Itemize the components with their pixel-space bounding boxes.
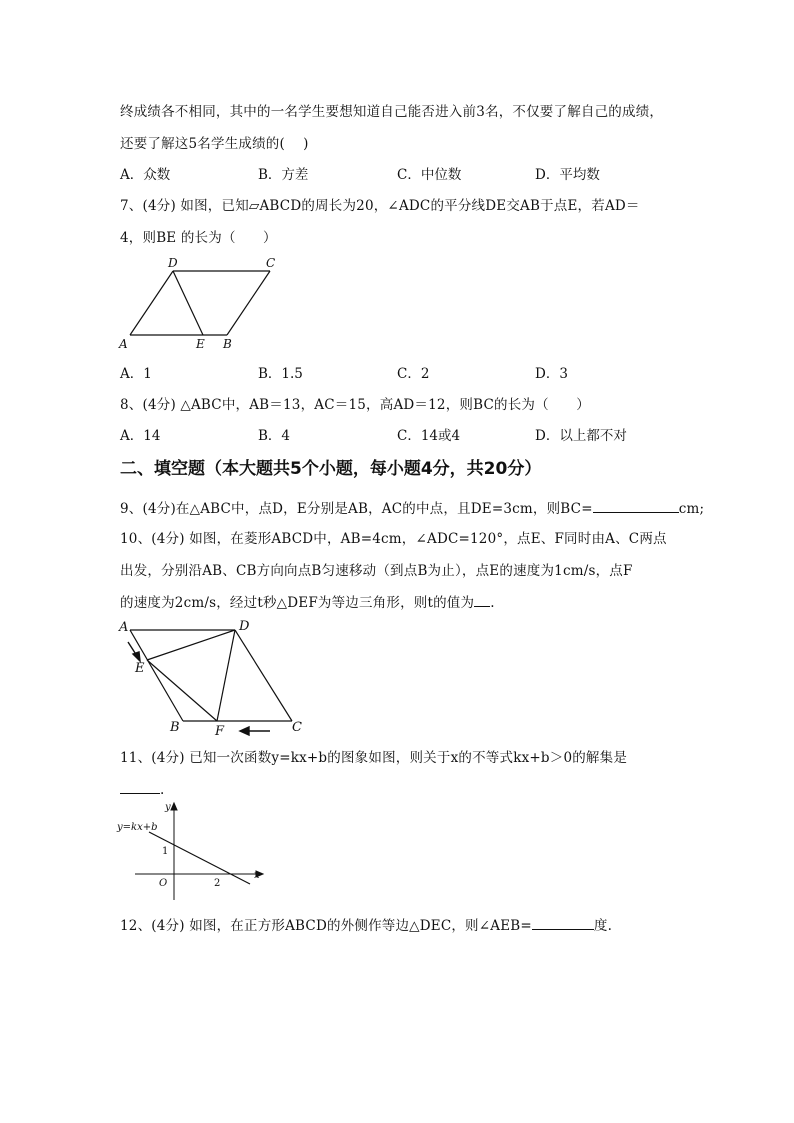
q11-answer-blank[interactable]	[120, 780, 160, 794]
q9-answer-blank[interactable]	[593, 499, 679, 513]
q10-label-a: A	[119, 620, 129, 635]
q12-text-suffix: 度.	[593, 918, 613, 934]
q7-label-c: C	[266, 256, 276, 270]
q7-text-line2: 4，则BE 的长为（ ）	[120, 230, 277, 246]
q10-segment-de	[147, 630, 235, 660]
q11-label-y-intercept: 1	[162, 846, 169, 857]
q9-text-suffix: cm;	[678, 501, 705, 517]
q10-label-e: E	[135, 661, 145, 676]
q10-segment-df	[217, 630, 235, 721]
q10-text-line3-end: .	[490, 595, 495, 611]
q10-text-line2: 出发，分别沿AB、CB方向向点B匀速移动（到点B为止），点E的速度为1cm/s，点F	[120, 563, 633, 579]
q7-label-a: A	[119, 337, 128, 351]
q9-text	[120, 499, 704, 518]
q10-text-line3-body: 的速度为2cm/s，经过t秒△DEF为等边三角形，则t的值为	[120, 595, 475, 611]
q11-function-label: y=kx+b	[117, 822, 158, 833]
q8-option-a: A．14	[120, 428, 161, 444]
q7-label-e: E	[196, 337, 205, 351]
q11-label-y: y	[165, 802, 171, 813]
q8-option-c: C．14或4	[397, 428, 461, 444]
q7-option-c: C．2	[397, 366, 430, 382]
q7-parallelogram-figure	[115, 255, 295, 359]
q7-side-ad	[130, 271, 173, 335]
q10-side-dc	[235, 630, 292, 721]
q11-label-x-intercept: 2	[214, 878, 221, 889]
q6-option-b: B．方差	[258, 167, 309, 183]
q10-answer-blank[interactable]	[474, 593, 490, 607]
q11-line-graph-figure	[115, 800, 265, 909]
q10-text-line1: 10、(4分) 如图，在菱形ABCD中，AB=4cm，∠ADC=120°，点E、F同时由A、C两点	[120, 531, 667, 547]
q7-side-cb	[227, 271, 270, 335]
q6-text-line1: 终成绩各不相同，其中的一名学生要想知道自己能否进入前3名，不仅要了解自己的成绩，	[120, 104, 664, 120]
q11-text-line2	[120, 780, 165, 799]
q11-function-line	[149, 832, 250, 884]
q10-arrow-f	[240, 727, 270, 735]
section-heading-fill-in: 二、填空题（本大题共5个小题，每小题4分，共20分）	[120, 459, 542, 479]
q12-text	[120, 916, 612, 935]
q10-label-c: C	[292, 720, 302, 735]
q8-option-d: D．以上都不对	[535, 428, 627, 444]
q11-text-line1: 11、(4分) 已知一次函数y=kx+b的图象如图，则关于x的不等式kx+b＞0的解集是	[120, 750, 628, 766]
q11-label-origin: O	[159, 878, 168, 889]
q11-label-x: x	[254, 870, 260, 881]
q7-option-a: A．1	[120, 366, 152, 382]
q7-label-b: B	[223, 337, 232, 351]
q7-label-d: D	[168, 256, 178, 270]
q12-answer-blank[interactable]	[532, 916, 594, 930]
q10-label-f: F	[215, 724, 225, 739]
q11-y-axis-arrow	[171, 803, 177, 810]
q8-text-line1: 8、(4分) △ABC中，AB＝13，AC＝15，高AD＝12，则BC的长为（ ）	[120, 397, 590, 413]
q10-rhombus-figure	[112, 615, 312, 744]
q8-option-b: B．4	[258, 428, 291, 444]
q9-text-prefix: 9、(4分)在△ABC中，点D，E分别是AB，AC的中点，且DE=3cm，则BC=	[120, 501, 593, 517]
q7-option-d: D．3	[535, 366, 568, 382]
q7-option-b: B．1.5	[258, 366, 303, 382]
q6-option-d: D．平均数	[535, 167, 600, 183]
q6-option-c: C．中位数	[397, 167, 462, 183]
q10-label-d: D	[239, 619, 250, 634]
q11-text-line2-end: .	[160, 782, 165, 798]
q10-segment-ef	[147, 660, 217, 721]
q7-text-line1: 7、(4分) 如图，已知▱ABCD的周长为20，∠ADC的平分线DE交AB于点E，若AD＝	[120, 198, 640, 214]
q10-label-b: B	[170, 720, 180, 735]
q10-text-line3	[120, 593, 495, 612]
q12-text-prefix: 12、(4分) 如图，在正方形ABCD的外侧作等边△DEC，则∠AEB=	[120, 918, 532, 934]
q7-segment-de	[173, 271, 203, 335]
q6-option-a: A．众数	[120, 167, 171, 183]
q6-text-line2: 还要了解这5名学生成绩的( )	[120, 136, 309, 152]
